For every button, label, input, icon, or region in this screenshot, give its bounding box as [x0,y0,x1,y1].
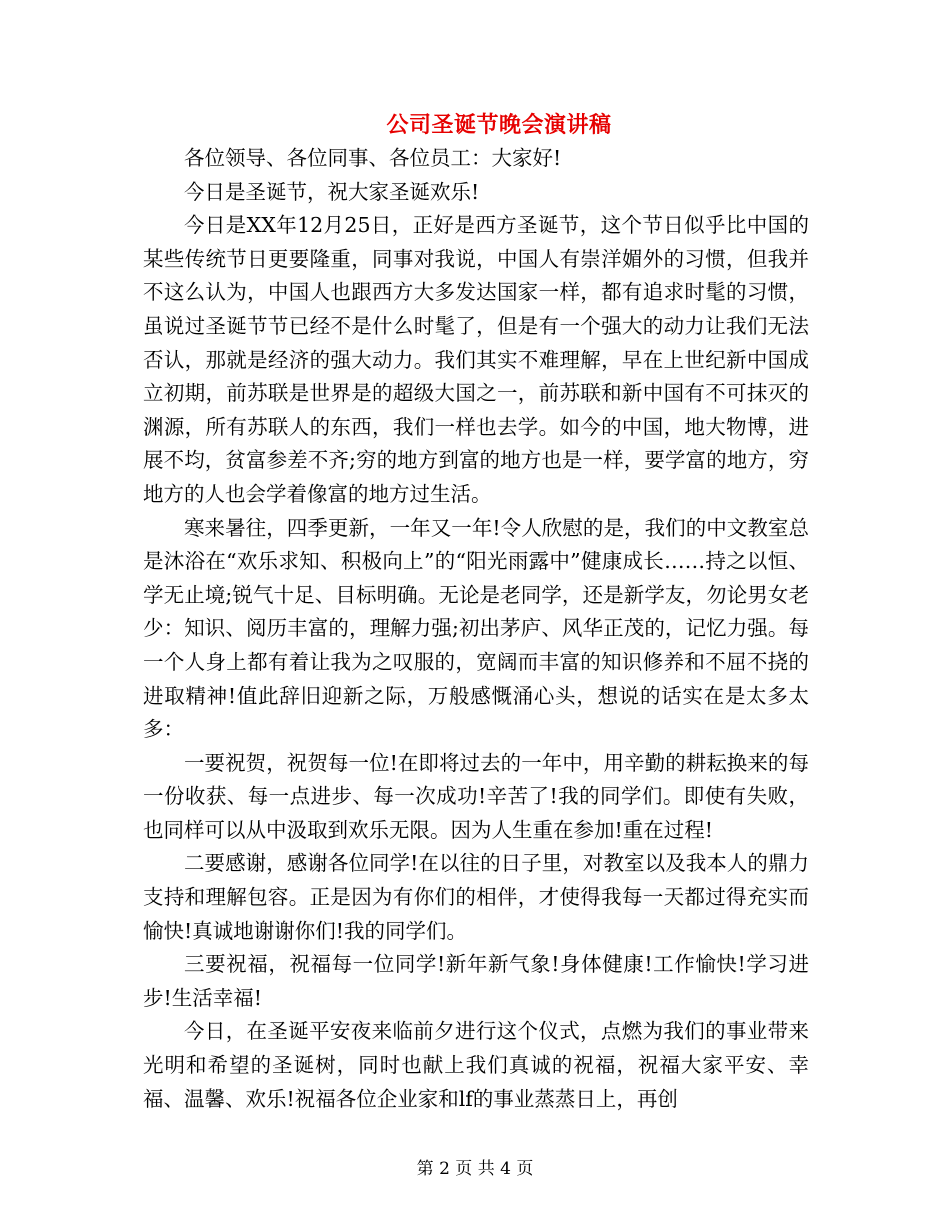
paragraph: 一要祝贺，祝贺每一位!在即将过去的一年中，用辛勤的耕耘换来的每一份收获、每一点进步、每一次成功!辛苦了!我的同学们。即使有失败，也同样可以从中汲取到欢乐无限。因为人生重在参加!重在过程! [143,750,809,842]
paragraph: 今日是XX年12月25日，正好是西方圣诞节，这个节日似乎比中国的某些传统节日更要隆重，同事对我说，中国人有崇洋媚外的习惯，但我并不这么认为，中国人也跟西方大多发达国家一样，都有追求时髦的习惯，虽说过圣诞节节已经不是什么时髦了，但是有一个强大的动力让我们无法否认，那就是经济的强大动力。我们其实不难理解，早在上世纪新中国成立初期，前苏联是世界是的超级大国之一，前苏联和新中国有不可抹灭的渊源，所有苏联人的东西，我们一样也去学。如今的中国，地大物博，进展不均，贫富参差不齐;穷的地方到富的地方也是一样，要学富的地方，穷地方的人也会学着像富的地方过生活。 [143,213,809,506]
paragraph: 各位领导、各位同事、各位员工：大家好! [184,146,562,170]
page-title: 公司圣诞节晚会演讲稿 [386,112,612,138]
paragraph: 今日，在圣诞平安夜来临前夕进行这个仪式，点燃为我们的事业带来光明和希望的圣诞树，同时也献上我们真诚的祝福，祝福大家平安、幸福、温馨、欢乐!祝福各位企业家和lf的事业蒸蒸日上，再创 [143,1019,809,1111]
paragraph: 寒来暑往，四季更新，一年又一年!令人欣慰的是，我们的中文教室总是沐浴在“欢乐求知、积极向上”的“阳光雨露中”健康成长……持之以恒、学无止境;锐气十足、目标明确。无论是老同学，还是新学友，勿论男女老少：知识、阅历丰富的，理解力强;初出茅庐、风华正茂的，记忆力强。每一个人身上都有着让我为之叹服的，宽阔而丰富的知识修养和不屈不挠的进取精神!值此辞旧迎新之际，万般感慨涌心头，想说的话实在是太多太多： [143,515,809,742]
paragraph: 三要祝福，祝福每一位同学!新年新气象!身体健康!工作愉快!学习进步!生活幸福! [143,952,809,1010]
paragraph: 二要感谢，感谢各位同学!在以往的日子里，对教室以及我本人的鼎力支持和理解包容。正是因为有你们的相伴，才使得我每一天都过得充实而愉快!真诚地谢谢你们!我的同学们。 [143,851,809,943]
document-body [143,142,809,1116]
page-footer: 第 2 页 共 4 页 [416,1159,534,1179]
paragraph: 今日是圣诞节，祝大家圣诞欢乐! [184,179,480,204]
